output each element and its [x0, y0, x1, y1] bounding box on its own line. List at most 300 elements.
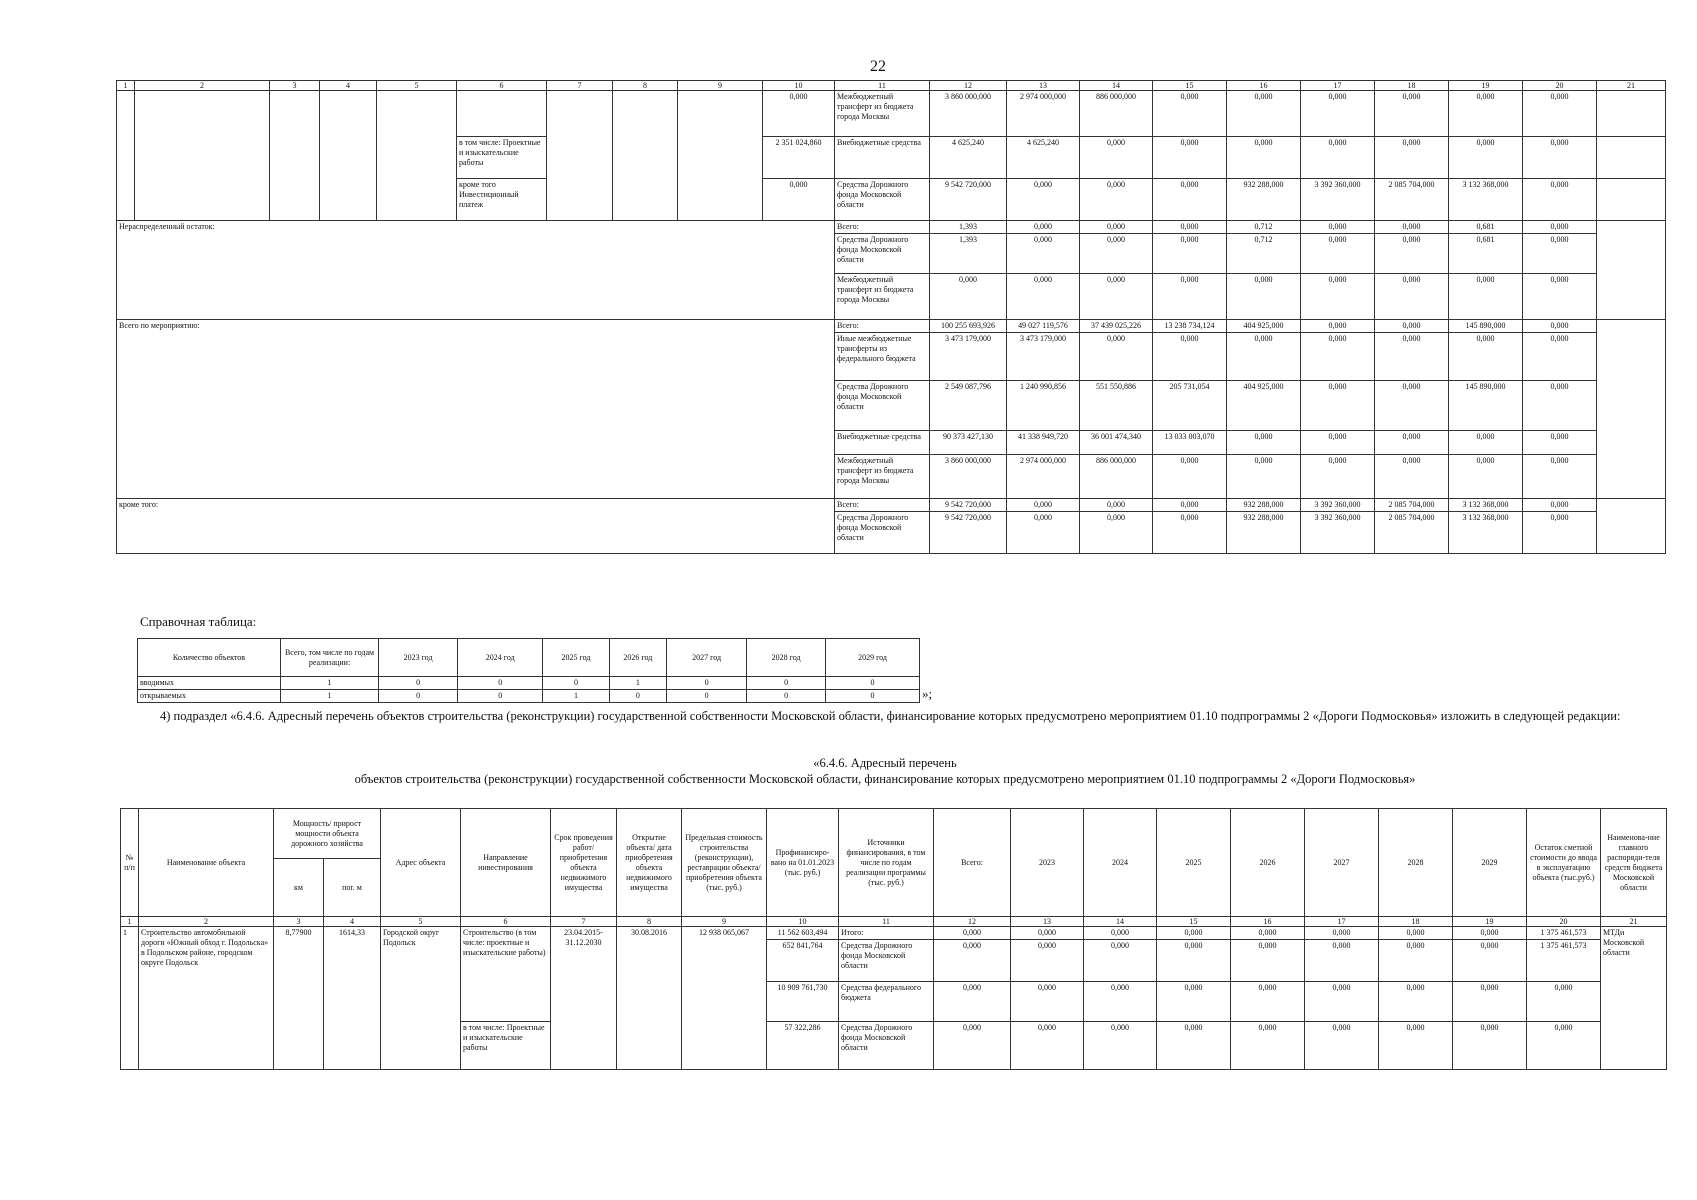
amount-cell: 0,000 — [1227, 455, 1301, 499]
col-number: 6 — [457, 81, 547, 91]
amount-cell: 0,000 — [1301, 91, 1375, 137]
investment-direction: кроме того Инвестиционный платеж — [457, 179, 547, 221]
amount-cell: 2 085 704,000 — [1375, 512, 1449, 554]
amount-cell: 0,000 — [1375, 234, 1449, 274]
amount-cell: 0,000 — [1227, 137, 1301, 179]
funding-source: Итого: — [839, 927, 934, 940]
amount-cell: 0,000 — [1523, 499, 1597, 512]
work-term: 23.04.2015-31.12.2030 — [551, 927, 617, 1070]
ref-header: 2025 год — [543, 639, 609, 677]
cell-blank — [377, 91, 457, 221]
amount-cell: 0,000 — [1153, 512, 1227, 554]
financed-value: 652 841,764 — [767, 940, 839, 982]
amount-cell: 0,000 — [1375, 320, 1449, 333]
amount-cell: 0,000 — [1084, 982, 1157, 1022]
col-number: 18 — [1379, 917, 1453, 927]
amount-cell: 3 860 000,000 — [930, 91, 1007, 137]
amount-cell: 0,000 — [1379, 1022, 1453, 1070]
amount-cell: 3 392 360,000 — [1301, 179, 1375, 221]
amount-cell: 0,000 — [1523, 234, 1597, 274]
amount-cell: 0,000 — [1379, 940, 1453, 982]
amount-cell: 0,000 — [1011, 982, 1084, 1022]
amount-cell: 0,000 — [1375, 333, 1449, 381]
col-number: 4 — [320, 81, 377, 91]
capacity-pm: 1614,33 — [324, 927, 381, 1070]
col-number: 13 — [1011, 917, 1084, 927]
col-number: 9 — [678, 81, 763, 91]
col-number: 21 — [1597, 81, 1666, 91]
amount-cell: 0,000 — [930, 274, 1007, 320]
funding-source: Всего: — [835, 499, 930, 512]
col-number: 16 — [1231, 917, 1305, 927]
amount-cell: 0,000 — [1007, 274, 1080, 320]
object-name: Строительство автомобильной дороги «Южный обход г. Подольска» в Подольском районе, городском округе Подольск — [139, 927, 274, 1070]
col-number: 12 — [934, 917, 1011, 927]
amount-cell: 0,000 — [1157, 982, 1231, 1022]
col-km-header: км — [274, 859, 324, 917]
col-direction-header: Направление инвестирования — [461, 809, 551, 917]
amount-cell: 0,000 — [1523, 455, 1597, 499]
col-term-header: Срок проведения работ/ приобретения объекта недвижимого имущества — [551, 809, 617, 917]
col-number: 15 — [1153, 81, 1227, 91]
amount-cell: 3 132 368,000 — [1449, 499, 1523, 512]
amount-cell: 0,000 — [1080, 499, 1153, 512]
amount-cell: 90 373 427,130 — [930, 431, 1007, 455]
amount-cell: 0,000 — [1523, 179, 1597, 221]
amount-cell: 0,000 — [1523, 137, 1597, 179]
amount-cell: 0,000 — [1379, 982, 1453, 1022]
col-number: 6 — [461, 917, 551, 927]
funding-source: Средства федерального бюджета — [839, 982, 934, 1022]
amount-cell: 0,000 — [1301, 381, 1375, 431]
amount-cell: 0,000 — [1449, 274, 1523, 320]
amount-cell: 100 255 693,926 — [930, 320, 1007, 333]
ref-row-label: вводимых — [138, 677, 281, 690]
ref-header: 2023 год — [379, 639, 458, 677]
cell-blank — [320, 91, 377, 221]
col-number: 20 — [1523, 81, 1597, 91]
amount-cell: 0,000 — [1301, 333, 1375, 381]
ref-count-cell: 0 — [458, 677, 543, 690]
financed-value: 2 351 024,860 — [763, 137, 835, 179]
amount-cell: 1 240 990,856 — [1007, 381, 1080, 431]
funding-source: Всего: — [835, 221, 930, 234]
amount-cell: 145 890,000 — [1449, 320, 1523, 333]
amount-cell: 145 890,000 — [1449, 381, 1523, 431]
amount-cell: 0,000 — [1453, 927, 1527, 940]
funding-source: Средства Дорожного фонда Московской области — [835, 512, 930, 554]
amount-cell: 0,000 — [1231, 940, 1305, 982]
col-number: 15 — [1157, 917, 1231, 927]
amount-cell: 0,000 — [1453, 1022, 1527, 1070]
address-list-table — [120, 808, 1667, 1070]
amount-cell: 0,000 — [1453, 982, 1527, 1022]
amount-cell: 0,000 — [1227, 333, 1301, 381]
funding-source: Средства Дорожного фонда Московской области — [835, 234, 930, 274]
amount-cell: 0,000 — [1375, 137, 1449, 179]
amount-cell: 1 375 461,573 — [1527, 927, 1601, 940]
amount-cell: 0,000 — [1157, 940, 1231, 982]
amount-cell: 0,000 — [1011, 1022, 1084, 1070]
amount-cell: 0,000 — [1231, 1022, 1305, 1070]
amount-cell: 36 001 474,340 — [1080, 431, 1153, 455]
amount-cell: 0,712 — [1227, 221, 1301, 234]
amount-cell: 0,000 — [1449, 91, 1523, 137]
amount-cell: 0,000 — [1523, 431, 1597, 455]
amount-cell: 0,000 — [1153, 179, 1227, 221]
amount-cell: 4 625,240 — [1007, 137, 1080, 179]
amount-cell: 0,000 — [1084, 1022, 1157, 1070]
amount-cell: 0,000 — [934, 982, 1011, 1022]
cell-blank — [1597, 137, 1666, 179]
ref-header: 2024 год — [458, 639, 543, 677]
amount-cell: 0,000 — [1527, 982, 1601, 1022]
amount-cell: 0,000 — [1375, 91, 1449, 137]
amount-cell: 0,712 — [1227, 234, 1301, 274]
col-number: 19 — [1449, 81, 1523, 91]
ref-header: Всего, том числе по годам реализации: — [280, 639, 378, 677]
amount-cell: 0,000 — [1305, 1022, 1379, 1070]
financed-value: 57 322,286 — [767, 1022, 839, 1070]
amount-cell: 0,000 — [1080, 137, 1153, 179]
amount-cell: 0,000 — [1449, 431, 1523, 455]
amount-cell: 0,000 — [1011, 927, 1084, 940]
amount-cell: 404 925,000 — [1227, 381, 1301, 431]
col-number: 1 — [117, 81, 135, 91]
amount-cell: 0,000 — [1449, 137, 1523, 179]
ref-count-cell: 0 — [826, 677, 920, 690]
col-number: 14 — [1084, 917, 1157, 927]
amount-cell: 404 925,000 — [1227, 320, 1301, 333]
amount-cell: 0,000 — [1523, 381, 1597, 431]
col-number: 10 — [767, 917, 839, 927]
col-number: 7 — [547, 81, 613, 91]
amount-cell: 0,000 — [1227, 274, 1301, 320]
amount-cell: 3 473 179,000 — [930, 333, 1007, 381]
ref-count-cell: 0 — [826, 690, 920, 703]
col-number: 5 — [377, 81, 457, 91]
amount-cell: 0,681 — [1449, 221, 1523, 234]
ref-header: 2029 год — [826, 639, 920, 677]
amount-cell: 0,000 — [1523, 274, 1597, 320]
financed-value: 0,000 — [763, 91, 835, 137]
amount-cell: 932 288,000 — [1227, 512, 1301, 554]
amount-cell: 0,000 — [1153, 274, 1227, 320]
amount-cell: 0,000 — [1153, 333, 1227, 381]
amount-cell: 0,000 — [1153, 91, 1227, 137]
col-number: 3 — [270, 81, 320, 91]
ref-count-cell: 1 — [543, 690, 609, 703]
financed-value: 10 909 761,730 — [767, 982, 839, 1022]
amount-cell: 0,000 — [1157, 927, 1231, 940]
col-number: 7 — [551, 917, 617, 927]
amount-cell: 1 375 461,573 — [1527, 940, 1601, 982]
funding-source: Средства Дорожного фонда Московской области — [839, 1022, 934, 1070]
amount-cell: 0,000 — [1375, 381, 1449, 431]
amount-cell: 0,000 — [1153, 137, 1227, 179]
funding-source: Межбюджетный трансферт из бюджета города Москвы — [835, 455, 930, 499]
amount-cell: 0,000 — [934, 927, 1011, 940]
col-limit-header: Предельная стоимость строительства (реконструкции), реставрации объекта/ приобретения объекта (тыс. руб.) — [682, 809, 767, 917]
amount-cell: 0,000 — [1011, 940, 1084, 982]
amount-cell: 0,000 — [1527, 1022, 1601, 1070]
budget-manager: МТДи Московской области — [1601, 927, 1667, 1070]
amount-cell: 9 542 720,000 — [930, 512, 1007, 554]
object-address: Городской округ Подольск — [381, 927, 461, 1070]
amount-cell: 0,000 — [1305, 940, 1379, 982]
amount-cell: 0,000 — [1301, 455, 1375, 499]
amount-cell: 886 000,000 — [1080, 91, 1153, 137]
amount-cell: 0,000 — [1301, 137, 1375, 179]
ref-count-cell: 0 — [458, 690, 543, 703]
cell-blank — [135, 91, 270, 221]
ref-header: 2028 год — [747, 639, 826, 677]
amount-cell: 0,000 — [1523, 221, 1597, 234]
col-sources-header: Источники финансирования, в том числе по годам реализации программы (тыс. руб.) — [839, 809, 934, 917]
amount-cell: 0,000 — [1007, 499, 1080, 512]
funding-source: Всего: — [835, 320, 930, 333]
amount-cell: 0,000 — [934, 1022, 1011, 1070]
ref-count-cell: 1 — [280, 677, 378, 690]
funding-source: Внебюджетные средства — [835, 431, 930, 455]
col-number: 11 — [835, 81, 930, 91]
amount-cell: 0,000 — [1227, 431, 1301, 455]
amount-cell: 0,000 — [1453, 940, 1527, 982]
ref-count-cell: 0 — [667, 690, 747, 703]
col-number: 18 — [1375, 81, 1449, 91]
funding-source: Средства Дорожного фонда Московской области — [835, 179, 930, 221]
amount-cell: 0,000 — [1301, 234, 1375, 274]
ref-header: 2027 год — [667, 639, 747, 677]
financed-value: 11 562 603,494 — [767, 927, 839, 940]
amount-cell: 0,000 — [1449, 455, 1523, 499]
col-number: 1 — [121, 917, 139, 927]
amount-cell: 2 549 087,796 — [930, 381, 1007, 431]
col-number: 17 — [1305, 917, 1379, 927]
ref-count-cell: 0 — [379, 677, 458, 690]
funding-source: Межбюджетный трансферт из бюджета города Москвы — [835, 91, 930, 137]
amount-cell: 0,000 — [1153, 455, 1227, 499]
amount-cell: 0,000 — [1449, 333, 1523, 381]
col-rest-header: Остаток сметной стоимости до ввода в эксплуатацию объекта (тыс.руб.) — [1527, 809, 1601, 917]
amount-cell: 932 288,000 — [1227, 179, 1301, 221]
amount-cell: 0,000 — [1301, 221, 1375, 234]
investment-direction: в том числе: Проектные и изыскательские работы — [457, 137, 547, 179]
col-no-header: № п/п — [121, 809, 139, 917]
ref-count-cell: 0 — [667, 677, 747, 690]
col-number: 2 — [135, 81, 270, 91]
col-2025-header: 2025 — [1157, 809, 1231, 917]
investment-direction — [457, 91, 547, 137]
col-number: 19 — [1453, 917, 1527, 927]
amount-cell: 0,000 — [1084, 927, 1157, 940]
amount-cell: 0,000 — [1007, 221, 1080, 234]
ref-count-cell: 1 — [280, 690, 378, 703]
amount-cell: 0,000 — [1305, 927, 1379, 940]
cell-blank — [1597, 91, 1666, 137]
col-number: 4 — [324, 917, 381, 927]
amount-cell: 0,000 — [1379, 927, 1453, 940]
col-number: 11 — [839, 917, 934, 927]
amount-cell: 886 000,000 — [1080, 455, 1153, 499]
open-date: 30.08.2016 — [617, 927, 682, 1070]
funding-source: Межбюджетный трансферт из бюджета города Москвы — [835, 274, 930, 320]
amount-cell: 0,000 — [1080, 512, 1153, 554]
amount-cell: 41 338 949,720 — [1007, 431, 1080, 455]
col-number: 5 — [381, 917, 461, 927]
amount-cell: 0,000 — [1153, 221, 1227, 234]
amount-cell: 551 550,886 — [1080, 381, 1153, 431]
cell-blank — [547, 91, 613, 221]
cell-blank — [1597, 499, 1666, 554]
reference-table-title: Справочная таблица: — [140, 614, 257, 629]
amount-cell: 2 085 704,000 — [1375, 499, 1449, 512]
cell-blank — [1597, 179, 1666, 221]
financed-value: 0,000 — [763, 179, 835, 221]
amount-cell: 0,000 — [1153, 499, 1227, 512]
col-capacity-header: Мощность/ прирост мощности объекта дорожного хозяйства — [274, 809, 381, 859]
col-2026-header: 2026 — [1231, 809, 1305, 917]
col-2023-header: 2023 — [1011, 809, 1084, 917]
col-open-header: Открытие объекта/ дата приобретения объекта недвижимого имущества — [617, 809, 682, 917]
amount-cell: 1,393 — [930, 221, 1007, 234]
col-number: 12 — [930, 81, 1007, 91]
amount-cell: 2 974 000,000 — [1007, 91, 1080, 137]
amount-cell: 0,000 — [1375, 431, 1449, 455]
col-number: 16 — [1227, 81, 1301, 91]
amount-cell: 0,000 — [1231, 927, 1305, 940]
col-number: 20 — [1527, 917, 1601, 927]
amount-cell: 3 132 368,000 — [1449, 179, 1523, 221]
col-number: 21 — [1601, 917, 1667, 927]
amount-cell: 9 542 720,000 — [930, 499, 1007, 512]
ref-count-cell: 0 — [747, 677, 826, 690]
col-number: 2 — [139, 917, 274, 927]
cell-blank — [1597, 221, 1666, 320]
amount-cell: 4 625,240 — [930, 137, 1007, 179]
amount-cell: 0,000 — [1523, 91, 1597, 137]
col-number: 3 — [274, 917, 324, 927]
col-number: 10 — [763, 81, 835, 91]
amount-cell: 1,393 — [930, 234, 1007, 274]
amount-cell: 2 974 000,000 — [1007, 455, 1080, 499]
amount-cell: 0,000 — [1080, 221, 1153, 234]
amount-cell: 0,681 — [1449, 234, 1523, 274]
col-number: 17 — [1301, 81, 1375, 91]
col-2024-header: 2024 — [1084, 809, 1157, 917]
col-2029-header: 2029 — [1453, 809, 1527, 917]
amount-cell: 3 860 000,000 — [930, 455, 1007, 499]
cell-blank — [678, 91, 763, 221]
amount-cell: 0,000 — [1007, 179, 1080, 221]
ref-count-cell: 0 — [747, 690, 826, 703]
amount-cell: 0,000 — [1523, 512, 1597, 554]
amount-cell: 49 027 119,576 — [1007, 320, 1080, 333]
col-2028-header: 2028 — [1379, 809, 1453, 917]
reference-table — [137, 638, 920, 703]
col-number: 8 — [613, 81, 678, 91]
col-number: 9 — [682, 917, 767, 927]
col-number: 14 — [1080, 81, 1153, 91]
page-number: 22 — [870, 58, 886, 75]
ref-count-cell: 1 — [609, 677, 667, 690]
amount-cell: 3 132 368,000 — [1449, 512, 1523, 554]
col-number: 13 — [1007, 81, 1080, 91]
amount-cell: 0,000 — [1231, 982, 1305, 1022]
amount-cell: 2 085 704,000 — [1375, 179, 1449, 221]
amount-cell: 0,000 — [1157, 1022, 1231, 1070]
amount-cell: 0,000 — [1007, 512, 1080, 554]
amount-cell: 0,000 — [1084, 940, 1157, 982]
amount-cell: 0,000 — [1153, 234, 1227, 274]
funding-source: Средства Дорожного фонда Московской области — [839, 940, 934, 982]
cell-blank — [1597, 320, 1666, 499]
investment-direction: Строительство (в том числе: проектные и изыскательские работы) — [461, 927, 551, 1022]
amount-cell: 0,000 — [1375, 455, 1449, 499]
amount-cell: 0,000 — [1007, 234, 1080, 274]
col-number: 8 — [617, 917, 682, 927]
amendment-paragraph: 4) подраздел «6.4.6. Адресный перечень объектов строительства (реконструкции) государственной собственности Московской области, финансирование которых предусмотрено мероприятием 01.10 подпрограммы 2 «Дороги Подмосковья» изложить в следующей редакции: — [160, 709, 1621, 723]
amount-cell: 0,000 — [1080, 333, 1153, 381]
amount-cell: 0,000 — [1301, 431, 1375, 455]
amount-cell: 0,000 — [1523, 333, 1597, 381]
amount-cell: 0,000 — [1301, 274, 1375, 320]
funding-source: Иные межбюджетные трансферты из федерального бюджета — [835, 333, 930, 381]
col-2027-header: 2027 — [1305, 809, 1379, 917]
ref-count-cell: 0 — [609, 690, 667, 703]
ref-header: 2026 год — [609, 639, 667, 677]
col-pm-header: пог. м — [324, 859, 381, 917]
group-label: кроме того: — [117, 499, 835, 554]
amount-cell: 0,000 — [1080, 234, 1153, 274]
amount-cell: 3 392 360,000 — [1301, 512, 1375, 554]
amount-cell: 37 439 025,226 — [1080, 320, 1153, 333]
ref-count-cell: 0 — [543, 677, 609, 690]
amount-cell: 3 473 179,000 — [1007, 333, 1080, 381]
amount-cell: 0,000 — [1080, 179, 1153, 221]
address-list-title — [120, 755, 1650, 787]
funding-source: Внебюджетные средства — [835, 137, 930, 179]
capacity-km: 8,77900 — [274, 927, 324, 1070]
amount-cell: 205 731,054 — [1153, 381, 1227, 431]
amount-cell: 13 238 734,124 — [1153, 320, 1227, 333]
amount-cell: 932 288,000 — [1227, 499, 1301, 512]
amount-cell: 0,000 — [1305, 982, 1379, 1022]
amount-cell: 0,000 — [1227, 91, 1301, 137]
amount-cell: 13 033 003,070 — [1153, 431, 1227, 455]
amount-cell: 0,000 — [934, 940, 1011, 982]
amount-cell: 9 542 720,000 — [930, 179, 1007, 221]
amount-cell: 0,000 — [1523, 320, 1597, 333]
group-label: Всего по мероприятию: — [117, 320, 835, 499]
row-number: 1 — [121, 927, 139, 1070]
ref-row-label: открываемых — [138, 690, 281, 703]
amount-cell: 0,000 — [1375, 221, 1449, 234]
cell-blank — [613, 91, 678, 221]
col-manager-header: Наименова-ние главного распоряди-теля средств бюджета Московской области — [1601, 809, 1667, 917]
amount-cell: 3 392 360,000 — [1301, 499, 1375, 512]
cell-blank — [270, 91, 320, 221]
cell-blank — [117, 91, 135, 221]
group-label: Нераспределенный остаток: — [117, 221, 835, 320]
ref-count-cell: 0 — [379, 690, 458, 703]
financing-table-continued — [116, 80, 1666, 554]
col-financed-header: Профинансиро-вано на 01.01.2023 (тыс. руб.) — [767, 809, 839, 917]
limit-cost: 12 938 065,067 — [682, 927, 767, 1070]
col-address-header: Адрес объекта — [381, 809, 461, 917]
col-total-header: Всего: — [934, 809, 1011, 917]
quote-end: »; — [922, 686, 933, 701]
